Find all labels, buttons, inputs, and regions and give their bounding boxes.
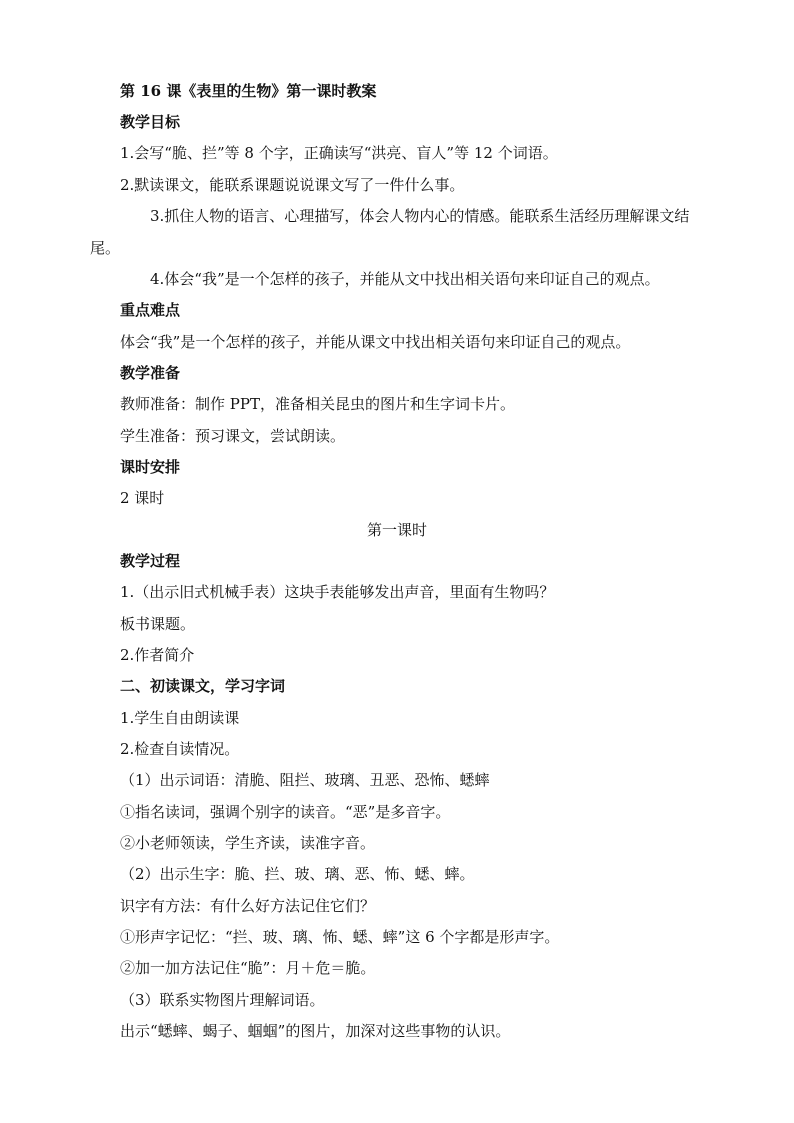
key-points-text: 体会“我”是一个怎样的孩子，并能从课文中找出相关语句来印证自己的观点。 (120, 333, 631, 351)
process-step-1: 1.（出示旧式机械手表）这块手表能够发出声音，里面有生物吗？ (120, 583, 555, 601)
objective-4: 4.体会“我”是一个怎样的孩子，并能从文中找出相关语句来印证自己的观点。 (150, 270, 660, 288)
process-board-note: 板书课题。 (120, 615, 196, 633)
key-points-heading: 重点难点 (120, 301, 181, 319)
objective-2: 2.默读课文，能联系课题说说课文写了一件什么事。 (120, 176, 465, 194)
part2-heading: 二、初读课文，学习字词 (120, 677, 286, 695)
part2-line: ②加一加方法记住“脆”：月＋危＝脆。 (120, 959, 376, 977)
objective-3-wrap: 尾。 (90, 239, 121, 257)
part2-line: （1）出示词语：清脆、阻拦、玻璃、丑恶、恐怖、蟋蟀 (120, 771, 490, 789)
part2-line: 2.检查自读情况。 (120, 740, 240, 758)
part2-line: ②小老师领读，学生齐读，读准字音。 (120, 834, 376, 852)
objectives-heading: 教学目标 (120, 113, 181, 131)
part2-line: （2）出示生字：脆、拦、玻、璃、恶、怖、蟋、蟀。 (120, 865, 475, 883)
schedule-heading: 课时安排 (120, 458, 181, 476)
part2-line: （3）联系实物图片理解词语。 (120, 991, 325, 1009)
part2-line: ①指名读词，强调个别字的读音。“恶”是多音字。 (120, 803, 451, 821)
lesson-label: 第一课时 (366, 521, 427, 539)
teacher-preparation: 教师准备：制作 PPT，准备相关昆虫的图片和生字词卡片。 (120, 395, 515, 413)
process-step-2: 2.作者简介 (120, 646, 195, 664)
preparation-heading: 教学准备 (120, 364, 181, 382)
part2-line: 识字有方法：有什么好方法记住它们？ (120, 897, 376, 915)
objective-1: 1.会写“脆、拦”等 8 个字，正确读写“洪亮、盲人”等 12 个词语。 (120, 144, 558, 162)
schedule-text: 2 课时 (120, 489, 165, 507)
student-preparation: 学生准备：预习课文，尝试朗读。 (120, 427, 346, 445)
part2-line: 出示“蟋蟀、蝎子、蝈蝈”的图片，加深对这些事物的认识。 (120, 1022, 511, 1040)
process-heading: 教学过程 (120, 552, 181, 570)
part2-line: ①形声字记忆：“拦、玻、璃、怖、蟋、蟀”这 6 个字都是形声字。 (120, 928, 560, 946)
part2-line: 1.学生自由朗读课 (120, 709, 240, 727)
document-title: 第 16 课《表里的生物》第一课时教案 (120, 82, 377, 100)
objective-3: 3.抓住人物的语言、心理描写，体会人物内心的情感。能联系生活经历理解课文结 (150, 207, 690, 225)
